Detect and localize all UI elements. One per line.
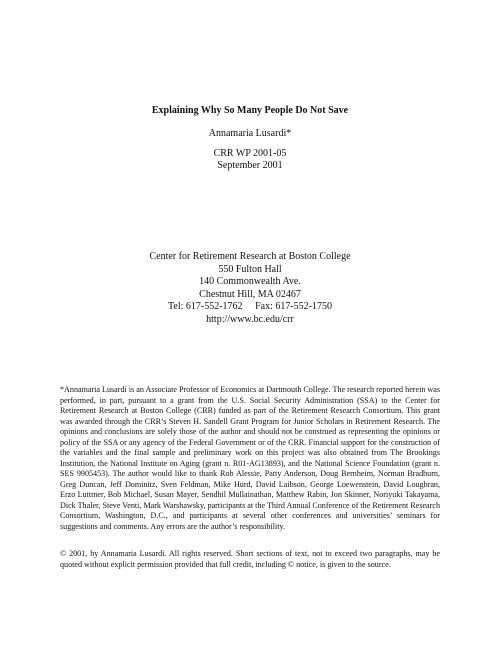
telephone: Tel: 617-552-1762 bbox=[167, 301, 243, 312]
city-line: Chestnut Hill, MA 02467 bbox=[199, 288, 301, 300]
center-address-block bbox=[0, 251, 500, 326]
paper-title: Explaining Why So Many People Do Not Save bbox=[151, 105, 349, 116]
address-line-2: 140 Commonwealth Ave. bbox=[199, 276, 301, 287]
fax: Fax: 617-552-1750 bbox=[255, 301, 333, 312]
working-paper-date: September 2001 bbox=[217, 160, 283, 171]
author-name: Annamaria Lusardi* bbox=[208, 128, 292, 139]
author-footnote: *Annamaria Lusardi is an Associate Professor of Economics at Dartmouth College. The research reported herein was performed, in part, pursuant to a grant from the U.S. Social Security Administration (SSA) to the Center for Retirement Research at Boston College (CRR) funded as part of the Retirement Research Consortium. This grant was awarded through the CRR’s Steven H. Sandell Grant Program for Junior Scholars in Retirement Research. The opinions and conclusions are solely those of the author and should not be construed as representing the opinions or policy of the SSA or any agency of the Federal Government or of the CRR. Financial support for the construction of the variables and the final sample and preliminary work on this project was also obtained from The Brookings Institution, the National Institute on Aging (grant n. R01-AG13893), and the National Science Foundation (grant n. SES 9905453). The author would like to thank Rob Alessie, Patty Anderson, Doug Bernheim, Norman Bradburn, Greg Duncan, Jeff Dominitz, Sven Feldman, Mike Hurd, David Laibson, George Loewenstein, David Loughran, Erzo Luttmer, Bob Michael, Susan Mayer, Sendhil Mullainathan, Matthew Rabin, Jon Skinner, Noriyuki Takayama, Dick Thaler, Steve Venti, Mark Warshawsky, participants at the Third Annual Conference of the Retirement Research Consortium, Washington, D.C., and participants at several other conferences and universities’ seminars for suggestions and comments. Any errors are the author’s responsibility. bbox=[60, 385, 440, 531]
contact-line bbox=[0, 301, 500, 314]
address-line-1: 550 Fulton Hall bbox=[218, 263, 282, 275]
working-paper-number: CRR WP 2001-05 bbox=[213, 148, 287, 159]
working-paper-info bbox=[0, 148, 500, 172]
copyright-notice: © 2001, by Annamaria Lusardi. All rights reserved. Short sections of text, not to exceed two paragraphs, may be quoted without explicit permission provided that full credit, including © notice, is given to the source. bbox=[60, 549, 440, 569]
center-url[interactable]: http://www.bc.edu/crr bbox=[206, 313, 294, 325]
center-name: Center for Retirement Research at Boston College bbox=[149, 251, 351, 262]
